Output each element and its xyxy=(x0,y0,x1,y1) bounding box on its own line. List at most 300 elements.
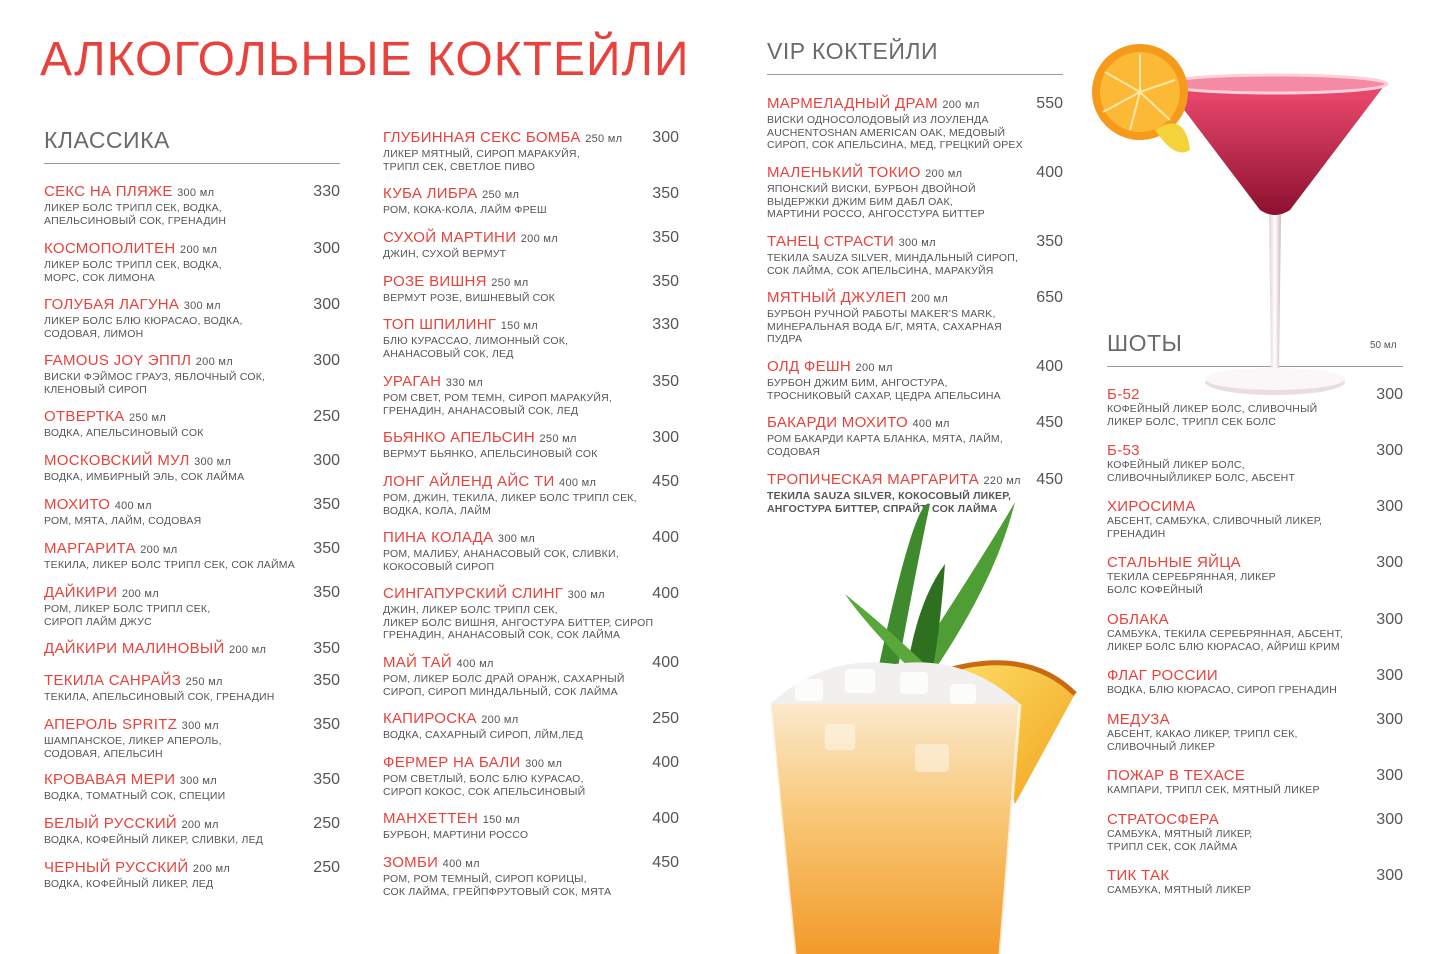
description-line: КОФЕЙНЫЙ ЛИКЕР БОЛС, xyxy=(1107,459,1245,471)
menu-item-volume: 250 мл xyxy=(491,277,529,289)
menu-item-title: КОСМОПОЛИТЕН xyxy=(44,240,176,257)
description-line: ВОДКА, БЛЮ КЮРАСАО, СИРОП ГРЕНАДИН xyxy=(1107,684,1338,696)
menu-item-name xyxy=(767,358,1063,377)
description-line: АНАНАСОВЫЙ СОК, ЛЕД xyxy=(383,347,514,360)
menu-item-price: 350 xyxy=(313,496,340,513)
menu-item-title: СУХОЙ МАРТИНИ xyxy=(383,229,517,246)
menu-item-price: 400 xyxy=(652,810,679,827)
menu-item-description xyxy=(767,114,1063,152)
menu-item-description xyxy=(44,371,340,396)
menu-item-description xyxy=(767,252,1063,277)
menu-item xyxy=(1107,554,1403,596)
description-line: СОДОВАЯ, АПЕЛЬСИН xyxy=(44,747,163,760)
description-line: РОМ, МЯТА, ЛАЙМ, СОДОВАЯ xyxy=(44,515,202,527)
menu-item xyxy=(383,585,679,642)
menu-item-volume: 200 мл xyxy=(942,99,980,111)
description-line: СОДОВАЯ, ЛИМОН xyxy=(44,327,144,340)
menu-item-price: 400 xyxy=(652,654,679,671)
menu-item-price: 300 xyxy=(1376,711,1403,728)
description-line: МИНЕРАЛЬНАЯ ВОДА Б/Г, МЯТА, САХАРНАЯ xyxy=(767,320,1002,333)
menu-item-name xyxy=(767,95,1063,114)
menu-item xyxy=(44,352,340,396)
menu-item-volume: 200 мл xyxy=(855,362,893,374)
description-line: СОДОВАЯ xyxy=(767,445,821,458)
menu-item-name xyxy=(383,654,679,673)
menu-item-name xyxy=(1107,554,1403,571)
menu-item-description xyxy=(383,773,679,798)
menu-item xyxy=(44,640,340,659)
menu-item-volume: 200 мл xyxy=(181,819,219,831)
description-line: КОКОСОВЫЙ СИРОП xyxy=(383,560,495,573)
menu-item-price: 300 xyxy=(313,296,340,313)
menu-item-description xyxy=(767,433,1063,458)
menu-item-price: 350 xyxy=(313,672,340,689)
menu-item xyxy=(44,496,340,528)
description-line: СИРОП, СИРОП МИНДАЛЬНЫЙ, СОК ЛАЙМА xyxy=(383,685,618,698)
menu-item xyxy=(767,414,1063,458)
menu-item-volume: 300 мл xyxy=(179,775,217,787)
menu-item-price: 450 xyxy=(1036,414,1063,431)
description-line: ЛИКЕР БОЛС ВИШНЯ, АНГОСТУРА БИТТЕР, СИРОП xyxy=(383,616,654,629)
menu-item xyxy=(44,859,340,891)
menu-item-price: 300 xyxy=(1376,442,1403,459)
menu-item-price: 250 xyxy=(313,408,340,425)
description-line: ГРЕНАДИН, АНАНАСОВЫЙ СОК, СОК ЛАЙМА xyxy=(383,629,621,641)
menu-item-title: МОХИТО xyxy=(44,496,111,513)
menu-item-title: СТРАТОСФЕРА xyxy=(1107,811,1220,828)
menu-item xyxy=(383,654,679,698)
menu-item-volume: 300 мл xyxy=(183,300,221,312)
description-line: МАРТИНИ РОССО, АНГОССТУРА БИТТЕР xyxy=(767,208,985,220)
menu-item-name xyxy=(44,240,340,259)
description-line: КАМПАРИ, ТРИПЛ СЕК, МЯТНЫЙ ЛИКЕР xyxy=(1107,784,1320,796)
menu-item-title: МАРГАРИТА xyxy=(44,540,136,557)
menu-item-title: МАЙ ТАЙ xyxy=(383,654,452,671)
description-line: АБСЕНТ, КАКАО ЛИКЕР, ТРИПЛ СЕК, xyxy=(1107,728,1298,740)
menu-item xyxy=(383,810,679,842)
description-line: РОМ, ЛИКЕР БОЛС ТРИПЛ СЕК, xyxy=(44,603,211,615)
menu-item-description xyxy=(383,829,679,842)
description-line: ЛИКЕР МЯТНЫЙ, СИРОП МАРАКУЙЯ, xyxy=(383,148,580,160)
menu-item-description xyxy=(1107,784,1403,797)
description-line: РОМ СВЕТ, РОМ ТЕМН, СИРОП МАРАКУЙЯ, xyxy=(383,392,613,404)
menu-item-description xyxy=(383,292,679,305)
menu-item xyxy=(44,296,340,340)
description-line: ВЕРМУТ БЬЯНКО, АПЕЛЬСИНОВЫЙ СОК xyxy=(383,448,598,460)
menu-item xyxy=(1107,498,1403,540)
menu-item xyxy=(767,164,1063,221)
description-line: КЛЕНОВЫЙ СИРОП xyxy=(44,383,147,396)
menu-item-price: 450 xyxy=(652,473,679,490)
menu-item-title: СЕКС НА ПЛЯЖЕ xyxy=(44,183,173,200)
menu-item xyxy=(383,529,679,573)
menu-item-price: 330 xyxy=(652,316,679,333)
description-line: РОМ, РОМ ТЕМНЫЙ, СИРОП КОРИЦЫ, xyxy=(383,873,587,885)
menu-item-price: 300 xyxy=(1376,611,1403,628)
menu-item-description xyxy=(767,308,1063,346)
menu-item-name xyxy=(44,296,340,315)
menu-item-title: ТАНЕЦ СТРАСТИ xyxy=(767,233,895,250)
menu-item-title: МЕДУЗА xyxy=(1107,711,1170,728)
menu-item-description xyxy=(1107,515,1403,540)
menu-item-title: МЯТНЫЙ ДЖУЛЕП xyxy=(767,289,907,306)
menu-item-name xyxy=(44,452,340,471)
menu-item-name xyxy=(767,414,1063,433)
description-line: ЛИКЕР БОЛС ТРИПЛ СЕК, ВОДКА, xyxy=(44,202,222,214)
menu-item-title: УРАГАН xyxy=(383,373,442,390)
menu-item-title: ФЕРМЕР НА БАЛИ xyxy=(383,754,521,771)
menu-item-description xyxy=(44,834,340,847)
menu-item-description xyxy=(44,603,340,628)
menu-item-title: БЬЯНКО АПЕЛЬСИН xyxy=(383,429,536,446)
menu-item-title: ТЕКИЛА САНРАЙЗ xyxy=(44,672,182,689)
menu-item-description xyxy=(383,673,679,698)
description-line: ДЖИН, ЛИКЕР БОЛС ТРИПЛ СЕК, xyxy=(383,604,558,616)
menu-item-price: 650 xyxy=(1036,289,1063,306)
menu-item xyxy=(383,229,679,261)
description-line: ЛИКЕР БОЛС БЛЮ КЮРАСАО, АЙРИШ КРИМ xyxy=(1107,640,1340,653)
description-line: ВЕРМУТ РОЗЕ, ВИШНЕВЫЙ СОК xyxy=(383,292,555,304)
menu-item-title: Б-53 xyxy=(1107,442,1140,459)
description-line: ВОДКА, КОФЕЙНЫЙ ЛИКЕР, СЛИВКИ, ЛЕД xyxy=(44,834,264,846)
menu-item-description xyxy=(1107,728,1403,753)
description-line: ЛИКЕР БОЛС, ТРИПЛ СЕК БОЛС xyxy=(1107,415,1277,428)
section-heading-vip: VIP КОКТЕЙЛИ xyxy=(767,38,1063,75)
menu-item xyxy=(44,240,340,284)
description-line: ТЕКИЛА, АПЕЛЬСИНОВЫЙ СОК, ГРЕНАДИН xyxy=(44,691,275,703)
description-line: ВИСКИ ФЭЙМОС ГРАУЗ, ЯБЛОЧНЫЙ СОК, xyxy=(44,371,266,383)
menu-item xyxy=(383,273,679,305)
description-line: ЛИКЕР БОЛС БЛЮ КЮРАСАО, ВОДКА, xyxy=(44,315,243,327)
menu-item-name xyxy=(383,273,679,292)
menu-item-price: 350 xyxy=(313,716,340,733)
description-line: САМБУКА, МЯТНЫЙ ЛИКЕР, xyxy=(1107,828,1253,840)
menu-item-description xyxy=(767,377,1063,402)
description-line: БУРБОН РУЧНОЙ РАБОТЫ MAKER'S MARK, xyxy=(767,308,996,320)
menu-item xyxy=(1107,442,1403,484)
menu-item-volume: 300 мл xyxy=(181,720,219,732)
menu-item-price: 350 xyxy=(313,584,340,601)
description-line: ВОДКА, КОФЕЙНЫЙ ЛИКЕР, ЛЕД xyxy=(44,878,214,890)
menu-item xyxy=(1107,867,1403,897)
menu-item-name xyxy=(383,754,679,773)
menu-item-price: 350 xyxy=(652,185,679,202)
description-line: РОМ БАКАРДИ КАРТА БЛАНКА, МЯТА, ЛАЙМ, xyxy=(767,433,1003,445)
menu-item xyxy=(383,710,679,742)
menu-item xyxy=(383,473,679,517)
pineapple-cocktail-illustration xyxy=(765,494,1085,954)
description-line: САМБУКА, ТЕКИЛА СЕРЕБРЯННАЯ, АБСЕНТ, xyxy=(1107,628,1344,640)
description-line: ЯПОНСКИЙ ВИСКИ, БУРБОН ДВОЙНОЙ xyxy=(767,183,976,195)
menu-item-price: 350 xyxy=(652,229,679,246)
menu-item-title: ЛОНГ АЙЛЕНД АЙС ТИ xyxy=(383,473,555,490)
menu-item-price: 300 xyxy=(313,352,340,369)
menu-item-volume: 200 мл xyxy=(140,544,178,556)
menu-item-name xyxy=(767,471,1063,490)
menu-item-description xyxy=(44,515,340,528)
menu-item-name xyxy=(383,185,679,204)
menu-item xyxy=(44,584,340,628)
description-line: РОМ, ЛИКЕР БОЛС ДРАЙ ОРАНЖ, САХАРНЫЙ xyxy=(383,673,625,685)
menu-item-title: РОЗЕ ВИШНЯ xyxy=(383,273,487,290)
description-line: СОК ЛАЙМА, СОК АПЕЛЬСИНА, МАРАКУЙЯ xyxy=(767,264,994,277)
menu-item-description xyxy=(44,315,340,340)
menu-item-title: ЧЕРНЫЙ РУССКИЙ xyxy=(44,859,189,876)
description-line: КОФЕЙНЫЙ ЛИКЕР БОЛС, СЛИВОЧНЫЙ xyxy=(1107,403,1318,415)
menu-item-title: КРОВАВАЯ МЕРИ xyxy=(44,771,176,788)
menu-item-title: ДАЙКИРИ xyxy=(44,584,118,601)
menu-item-description xyxy=(44,471,340,484)
menu-item-title: ДАЙКИРИ МАЛИНОВЫЙ xyxy=(44,640,225,657)
menu-item-price: 300 xyxy=(313,240,340,257)
menu-item-description xyxy=(383,335,679,360)
description-line: АНГОСТУРА БИТТЕР, СПРАЙТ, СОК ЛАЙМА xyxy=(767,502,998,515)
shots-volume: 50 мл xyxy=(1370,340,1397,351)
menu-item-description xyxy=(44,202,340,227)
description-line: СИРОП ЛАЙМ ДЖУС xyxy=(44,615,152,628)
menu-item-volume: 200 мл xyxy=(481,714,519,726)
menu-item-description xyxy=(383,392,679,417)
menu-item-description xyxy=(1107,628,1403,653)
menu-item-price: 450 xyxy=(1036,471,1063,488)
description-line: ВИСКИ ОДНОСОЛОДОВЫЙ ИЗ ЛОУЛЕНДА xyxy=(767,114,989,126)
menu-item-name xyxy=(44,771,340,790)
description-line: РОМ, ДЖИН, ТЕКИЛА, ЛИКЕР БОЛС ТРИПЛ СЕК, xyxy=(383,492,637,504)
menu-item-description xyxy=(44,559,340,572)
menu-item-volume: 200 мл xyxy=(520,233,558,245)
menu-item xyxy=(44,672,340,704)
description-line: ТЕКИЛА, ЛИКЕР БОЛС ТРИПЛ СЕК, СОК ЛАЙМА xyxy=(44,559,295,571)
menu-item xyxy=(44,408,340,440)
menu-item-volume: 400 мл xyxy=(442,858,480,870)
menu-item-price: 400 xyxy=(652,585,679,602)
menu-item-volume: 200 мл xyxy=(121,588,160,600)
menu-item-name xyxy=(44,496,340,515)
menu-item-volume: 300 мл xyxy=(194,456,232,468)
description-line: РОМ, МАЛИБУ, АНАНАСОВЫЙ СОК, СЛИВКИ, xyxy=(383,548,619,560)
menu-item-name xyxy=(383,473,679,492)
description-line: ТЕКИЛА SAUZA SILVER, КОКОСОВЫЙ ЛИКЕР, xyxy=(767,490,1012,502)
description-line: СОК ЛАЙМА, ГРЕЙПФРУТОВЫЙ СОК, МЯТА xyxy=(383,885,612,898)
menu-item-volume: 400 мл xyxy=(912,418,950,430)
menu-item-volume: 400 мл xyxy=(456,658,494,670)
menu-item-volume: 200 мл xyxy=(180,244,218,256)
menu-item-price: 400 xyxy=(1036,164,1063,181)
menu-item-name xyxy=(1107,767,1403,784)
menu-item-description xyxy=(383,204,679,217)
menu-item-price: 300 xyxy=(1376,667,1403,684)
menu-item-name xyxy=(44,672,340,691)
menu-item-title: ОЛД ФЕШН xyxy=(767,358,852,375)
menu-item-name xyxy=(383,373,679,392)
menu-item-price: 400 xyxy=(652,529,679,546)
menu-item-price: 300 xyxy=(1376,386,1403,403)
menu-item-volume: 300 мл xyxy=(898,237,936,249)
menu-item-description xyxy=(383,729,679,742)
menu-item-volume: 200 мл xyxy=(925,168,963,180)
menu-item xyxy=(767,233,1063,277)
menu-item xyxy=(767,95,1063,152)
menu-item-title: ТРОПИЧЕСКАЯ МАРГАРИТА xyxy=(767,471,980,488)
menu-item-title: СТАЛЬНЫЕ ЯЙЦА xyxy=(1107,554,1241,571)
menu-item-name xyxy=(383,854,679,873)
menu-item-title: ГОЛУБАЯ ЛАГУНА xyxy=(44,296,180,313)
description-line: ГРЕНАДИН xyxy=(1107,527,1166,540)
menu-item-price: 330 xyxy=(313,183,340,200)
menu-item-description xyxy=(383,492,679,517)
description-line: АБСЕНТ, САМБУКА, СЛИВОЧНЫЙ ЛИКЕР, xyxy=(1107,515,1323,527)
menu-item xyxy=(44,815,340,847)
menu-item xyxy=(767,358,1063,402)
menu-item xyxy=(1107,711,1403,753)
menu-item-volume: 300 мл xyxy=(177,187,215,199)
description-line: ТЕКИЛА SAUZA SILVER, МИНДАЛЬНЫЙ СИРОП, xyxy=(767,252,1019,264)
menu-item-name xyxy=(1107,498,1403,515)
description-line: ПУДРА xyxy=(767,333,803,345)
description-line: БУРБОН ДЖИМ БИМ, АНГОСТУРА, xyxy=(767,377,948,389)
description-line: РОМ, КОКА-КОЛА, ЛАЙМ ФРЕШ xyxy=(383,204,547,216)
menu-item-name xyxy=(1107,711,1403,728)
description-line: ТРОСНИКОВЫЙ САХАР, ЦЕДРА АПЕЛЬСИНА xyxy=(767,389,1001,402)
menu-item-name xyxy=(383,316,679,335)
menu-item-volume: 250 мл xyxy=(128,412,167,424)
menu-item-price: 400 xyxy=(652,754,679,771)
section-heading-shots: ШОТЫ xyxy=(1107,330,1403,367)
menu-item-volume: 250 мл xyxy=(482,189,520,201)
menu-item-name xyxy=(44,640,340,659)
menu-item-description xyxy=(383,548,679,573)
menu-item-name xyxy=(767,164,1063,183)
menu-item-price: 300 xyxy=(1376,554,1403,571)
description-line: БУРБОН, МАРТИНИ РОССО xyxy=(383,829,529,841)
menu-item-volume: 150 мл xyxy=(482,814,520,826)
description-line: ДЖИН, СУХОЙ ВЕРМУТ xyxy=(383,248,507,260)
menu-item-volume: 300 мл xyxy=(497,533,536,545)
description-line: ТЕКИЛА СЕРЕБРЯННАЯ, ЛИКЕР xyxy=(1107,571,1276,583)
description-line: AUCHENTOSHAN AMERICAN OAK, МЕДОВЫЙ xyxy=(767,126,1006,139)
menu-item xyxy=(383,429,679,461)
menu-item-description xyxy=(1107,684,1403,697)
menu-item-volume: 150 мл xyxy=(500,320,538,332)
menu-item-price: 350 xyxy=(313,640,340,657)
menu-item-name xyxy=(44,859,340,878)
menu-item-title: ПОЖАР В ТЕХАСЕ xyxy=(1107,767,1246,784)
description-line: ГРЕНАДИН, АНАНАСОВЫЙ СОК, ЛЕД xyxy=(383,404,579,417)
menu-item xyxy=(383,373,679,417)
menu-item-volume: 250 мл xyxy=(585,133,623,145)
menu-item-description xyxy=(44,790,340,803)
description-line: ВОДКА, КОЛА, ЛАЙМ xyxy=(383,504,492,517)
menu-item-volume: 300 мл xyxy=(567,589,605,601)
description-line: СЛИВОЧНЫЙЛИКЕР БОЛС, АБСЕНТ xyxy=(1107,471,1296,484)
menu-item-price: 300 xyxy=(1376,767,1403,784)
menu-item-price: 300 xyxy=(1376,867,1403,884)
menu-item-description xyxy=(767,183,1063,221)
menu-item-description xyxy=(1107,459,1403,484)
menu-item-description xyxy=(383,873,679,898)
menu-item-title: ТОП ШПИЛИНГ xyxy=(383,316,497,333)
menu-item-price: 350 xyxy=(652,273,679,290)
menu-item-title: МАЛЕНЬКИЙ ТОКИО xyxy=(767,164,921,181)
menu-item-volume: 220 мл xyxy=(983,475,1021,487)
menu-item-price: 250 xyxy=(313,815,340,832)
description-line: ВОДКА, САХАРНЫЙ СИРОП, ЛЙМ,ЛЕД xyxy=(383,729,583,741)
menu-item-name xyxy=(44,183,340,202)
menu-item xyxy=(383,129,679,173)
menu-item-name xyxy=(383,429,679,448)
menu-item-title: ГЛУБИННАЯ СЕКС БОМБА xyxy=(383,129,581,146)
menu-item-name xyxy=(383,810,679,829)
menu-item xyxy=(44,183,340,227)
description-line: МОРС, СОК ЛИМОНА xyxy=(44,271,155,284)
menu-item xyxy=(1107,611,1403,653)
description-line: СИРОП, СОК АПЕЛЬСИНА, МЕД, ГРЕЦКИЙ ОРЕХ xyxy=(767,139,1023,151)
menu-item xyxy=(1107,811,1403,853)
menu-item-volume: 330 мл xyxy=(445,377,483,389)
menu-item-name xyxy=(1107,442,1403,459)
description-line: СЛИВОЧНЫЙ ЛИКЕР xyxy=(1107,740,1216,753)
menu-item-volume: 200 мл xyxy=(195,356,233,368)
menu-item-description xyxy=(383,248,679,261)
menu-item-volume: 400 мл xyxy=(114,500,152,512)
menu-item-title: СИНГАПУРСКИЙ СЛИНГ xyxy=(383,585,564,602)
menu-item-title: ОБЛАКА xyxy=(1107,611,1169,628)
description-line: ЛИКЕР БОЛС ТРИПЛ СЕК, ВОДКА, xyxy=(44,259,222,271)
menu-item-title: КУБА ЛИБРА xyxy=(383,185,478,202)
menu-item-title: МОСКОВСКИЙ МУЛ xyxy=(44,452,190,469)
menu-item xyxy=(44,716,340,760)
menu-item-volume: 200 мл xyxy=(192,863,231,875)
menu-item-price: 300 xyxy=(313,452,340,469)
menu-item xyxy=(1107,667,1403,697)
menu-item-name xyxy=(383,129,679,148)
menu-item-name xyxy=(383,529,679,548)
description-line: ВОДКА, ТОМАТНЫЙ СОК, СПЕЦИИ xyxy=(44,790,226,802)
description-line: АПЕЛЬСИНОВЫЙ СОК, ГРЕНАДИН xyxy=(44,214,227,227)
description-line: РОМ СВЕТЛЫЙ, БОЛС БЛЮ КУРАСАО, xyxy=(383,773,584,785)
menu-item-name xyxy=(767,233,1063,252)
menu-item-description xyxy=(44,259,340,284)
menu-item-name xyxy=(1107,611,1403,628)
description-line: ТРИПЛ СЕК, СОК ЛАЙМА xyxy=(1107,840,1238,853)
description-line: САМБУКА, МЯТНЫЙ ЛИКЕР xyxy=(1107,884,1252,896)
menu-item-price: 250 xyxy=(652,710,679,727)
description-line: СИРОП КОКОС, СОК АПЕЛЬСИНОВЫЙ xyxy=(383,785,586,798)
menu-item-title: ПИНА КОЛАДА xyxy=(383,529,494,546)
cosmopolitan-glass-illustration xyxy=(1075,30,1415,430)
menu-item-name xyxy=(44,815,340,834)
menu-item-price: 300 xyxy=(652,129,679,146)
menu-item-price: 350 xyxy=(313,540,340,557)
menu-item-name xyxy=(44,540,340,559)
menu-item-price: 350 xyxy=(1036,233,1063,250)
menu-item xyxy=(1107,767,1403,797)
menu-item-price: 300 xyxy=(1376,811,1403,828)
menu-item-description xyxy=(44,691,340,704)
menu-item-description xyxy=(44,878,340,891)
menu-item-title: КАПИРОСКА xyxy=(383,710,477,727)
menu-item-volume: 400 мл xyxy=(559,477,597,489)
menu-item-price: 300 xyxy=(1376,498,1403,515)
menu-item-price: 550 xyxy=(1036,95,1063,112)
menu-item-name xyxy=(44,408,340,427)
section-heading-classic: КЛАССИКА xyxy=(44,127,340,164)
menu-item-price: 400 xyxy=(1036,358,1063,375)
menu-item xyxy=(383,185,679,217)
menu-item-name xyxy=(383,710,679,729)
menu-item-description xyxy=(1107,571,1403,596)
menu-item-volume: 250 мл xyxy=(539,433,577,445)
